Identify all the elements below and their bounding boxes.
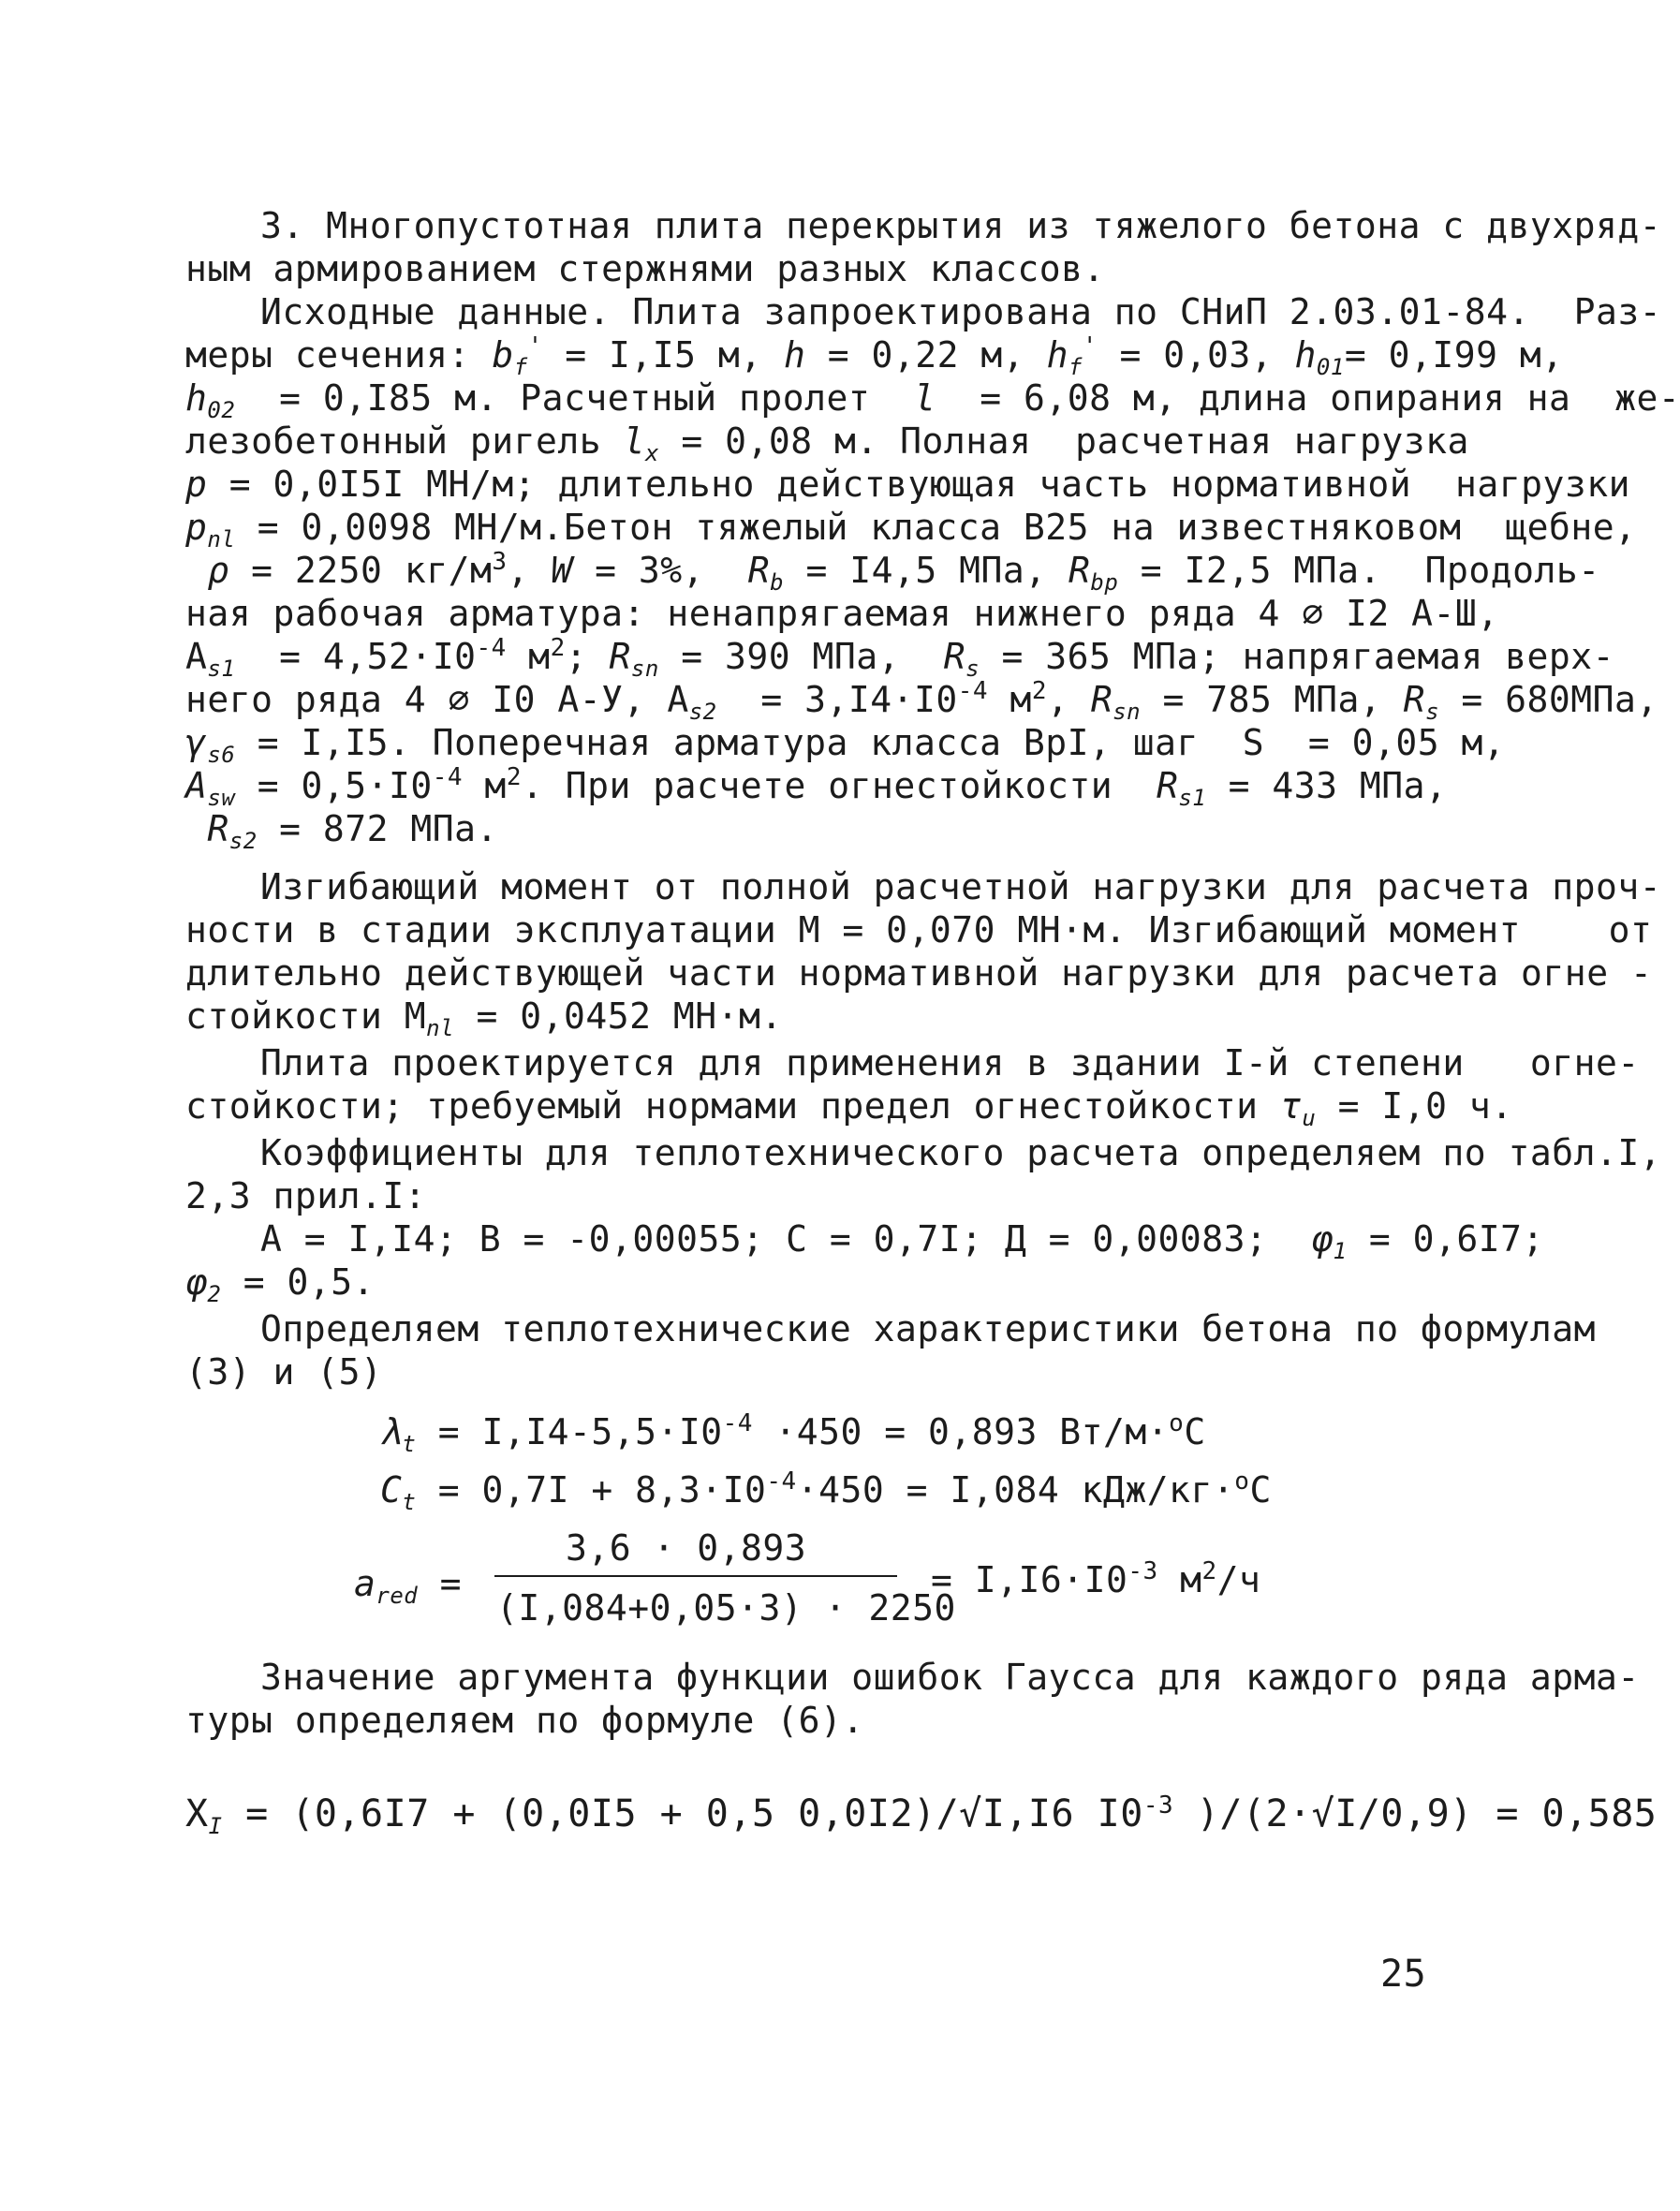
initial-data-line-5: p = 0,0I5I МН/м; длительно действующая часть нормативной нагрузки <box>185 464 1630 505</box>
x1-formula: $Х_I = (0,6I7 + (0,0I5 + 0,5$ 0,0I2)/√I,I6 $I0^{-3}$ )/(2·√I/0,9) = 0,585 <box>185 1791 1658 1839</box>
initial-data-line-4: лезобетонный ригель $l_x = 0,08$ м. Полная расчетная нагрузка <box>185 420 1469 466</box>
lambda-formula: $\lambda_t = I,I4-5,5\cdot I0^{-4} \cdot 450 = 0,893$ Вт/м·$^o$С <box>380 1409 1206 1457</box>
c-formula: $C_t = 0,7I + 8,3\cdot I0^{-4}\cdot 450 = I,084$ кДж/кг·$^o$С <box>380 1467 1272 1515</box>
gauss-line-1: Значение аргумента функции ошибок Гаусса для каждого ряда арма- <box>260 1657 1640 1698</box>
fraction-bar <box>494 1575 897 1577</box>
design-line-1: Плита проектируется для применения в здании I-й степени огне- <box>260 1042 1640 1083</box>
initial-data-line-8: ная рабочая арматура: ненапрягаемая нижнего ряда 4 ∅ I2 А-Ш, <box>185 593 1499 634</box>
thermal-line-1: Определяем теплотехнические характеристики бетона по формулам <box>260 1308 1597 1349</box>
coeff-line-3: А = I,I4; В = -0,00055; С = 0,7I; Д = 0,00083; $\varphi_1 = 0,6I7$; <box>260 1218 1544 1264</box>
a-red-denominator: (I,084+0,05·3) · 2250 <box>496 1587 956 1629</box>
moment-line-1: Изгибающий момент от полной расчетной нагрузки для расчета проч- <box>260 866 1662 907</box>
section-heading-line-1: 3. Многопустотная плита перекрытия из тяжелого бетона с двухряд- <box>260 205 1662 246</box>
moment-line-4: стойкости $М_{nl} = 0,0452$ МН·м. <box>185 995 783 1041</box>
initial-data-line-2: меры сечения: $b_f' = I,I5$ м, h = 0,22 м, $h_f' = 0,03$, $h_{01}= 0,I99$ м, <box>185 332 1564 380</box>
initial-data-line-10: него ряда 4 ∅ I0 А-У, $А_{s2} = 3,I4\cdot I0^{-4}$ $м^2$, $R_{sn} = 785$ МПа, $R_s = 680МПа$, <box>185 677 1658 725</box>
initial-data-line-1: Исходные данные. Плита запроектирована по СНиП 2.03.01-84. Раз- <box>260 291 1662 332</box>
initial-data-line-12: $A_{sw} = 0,5\cdot I0^{-4}$ $м^2$. При расчете огнестойкости $R_{s1} = 433$ МПа, <box>185 763 1448 811</box>
gauss-line-2: туры определяем по формуле (6). <box>185 1700 864 1741</box>
initial-data-line-3: $h_{02} = 0,I85$ м. Расчетный пролет l = 6,08 м, длина опирания на же- <box>185 377 1680 423</box>
moment-line-2: ности в стадии эксплуатации М = 0,070 МН·м. Изгибающий момент от <box>185 909 1653 951</box>
moment-line-3: длительно действующей части нормативной нагрузки для расчета огне - <box>185 952 1653 994</box>
coeff-line-1: Коэффициенты для теплотехнического расчета определяем по табл.I, <box>260 1132 1662 1173</box>
design-line-2: стойкости; требуемый нормами предел огнестойкости $\tau_u = I,0$ ч. <box>185 1085 1513 1131</box>
a-red-numerator: 3,6 · 0,893 <box>566 1527 807 1569</box>
page-number: 25 <box>1380 1953 1427 1996</box>
coeff-line-2: 2,3 прил.I: <box>185 1175 427 1216</box>
initial-data-line-6: $p_{nl} = 0,0098$ МН/м.Бетон тяжелый класса В25 на известняковом щебне, <box>185 507 1637 553</box>
initial-data-line-7: ρ = 2250 $кг/м^3$, W = 3%, $R_b = I4,5$ МПа, $R_{bp} = I2,5$ МПа. Продоль- <box>207 548 1600 596</box>
thermal-line-2: (3) и (5) <box>185 1351 383 1393</box>
section-heading-line-2: ным армированием стержнями разных классов. <box>185 248 1105 289</box>
a-red-result: = $I,I6\cdot I0^{-3}$ $м^2/ч$ <box>931 1557 1261 1600</box>
coeff-line-4: $\varphi_2 = 0,5$. <box>185 1261 376 1307</box>
a-red-label: $a_{red}$ = <box>354 1563 463 1609</box>
initial-data-line-11: $\gamma_{s6} = I,I5$. Поперечная арматура класса ВрI, шаг S = 0,05 м, <box>185 722 1506 768</box>
initial-data-line-13: $R_{s2} = 872$ МПа. <box>207 808 498 854</box>
initial-data-line-9: $А_{s1} = 4,52\cdot I0^{-4}$ $м^2$; $R_{sn} = 390$ МПа, $R_s = 365$ МПа; напрягаемая верх- <box>185 634 1615 682</box>
